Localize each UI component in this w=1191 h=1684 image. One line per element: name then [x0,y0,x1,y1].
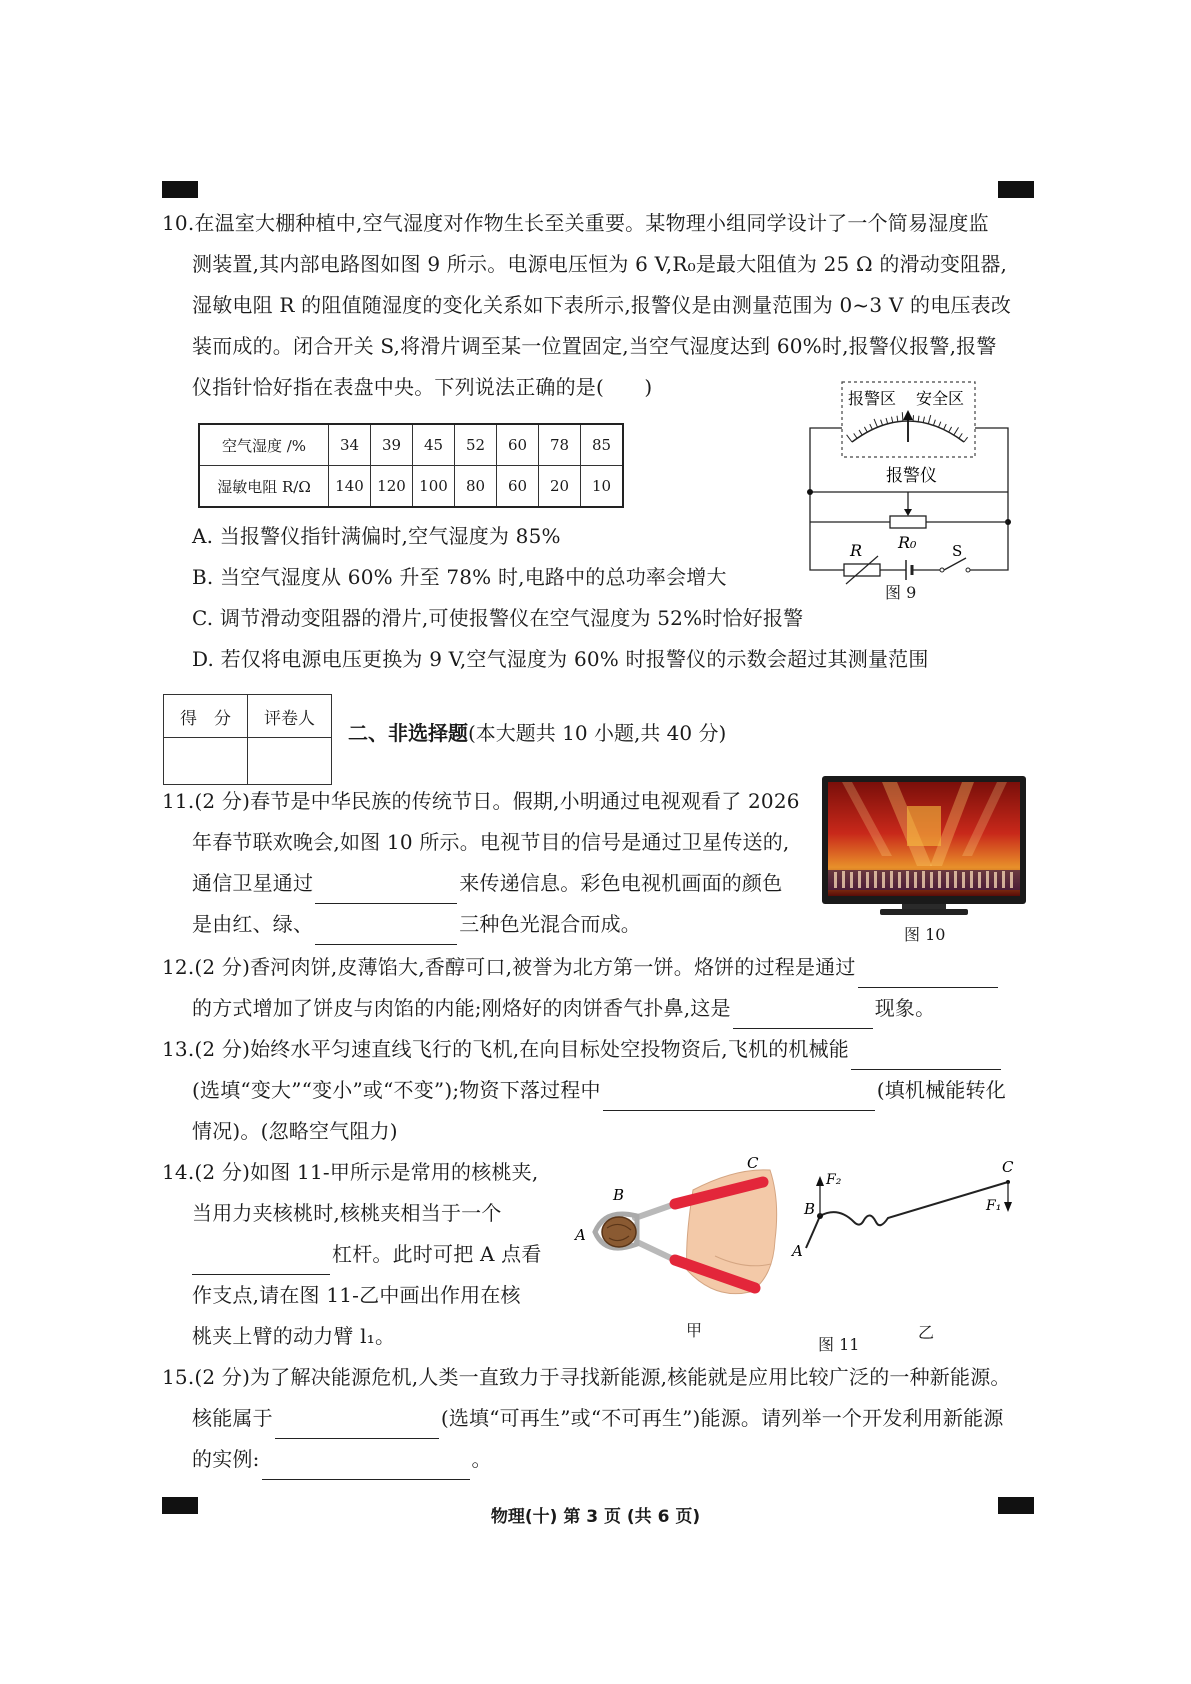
table-cell: 45 [413,424,455,466]
table-cell: 10 [581,466,624,508]
q11-line-4 [192,904,641,945]
figure-11-jia-nutcracker [575,1154,785,1310]
point-b-label-jia: B [613,1186,625,1204]
answer-blank[interactable] [858,965,998,988]
table-cell: 34 [329,424,371,466]
table-cell: 140 [329,466,371,508]
table-row [199,466,623,508]
table-header: 空气湿度 /% [199,424,329,466]
table-cell: 60 [497,466,539,508]
grader-header: 评卷人 [248,695,332,738]
figure-10-caption: 图 10 [904,925,946,944]
figure-11-yi-lever-diagram [790,1160,1020,1290]
q11-text: 来传递信息。彩色电视机画面的颜色 [459,871,783,895]
figure-10-television [822,776,1027,921]
force-f1-label: F₁ [986,1198,1002,1214]
q13-line-2 [192,1070,1006,1111]
answer-blank[interactable] [851,1047,1001,1070]
table-header: 湿敏电阻 R/Ω [199,466,329,508]
table-cell: 20 [539,466,581,508]
q14-line-4: 作支点,请在图 11-乙中画出作用在核 [192,1283,521,1307]
q10-line-4: 装而成的。闭合开关 S,将滑片调至某一位置固定,当空气湿度达到 60%时,报警仪报警,报警 [192,334,997,358]
table-cell: 39 [371,424,413,466]
meter-label: 报警仪 [886,466,937,486]
answer-blank[interactable] [192,1252,330,1275]
section-heading [348,713,726,754]
q11-line-2: 年春节联欢晚会,如图 10 所示。电视节目的信号是通过卫星传送的, [192,830,790,854]
table-cell: 60 [497,424,539,466]
figure-9-caption: 图 9 [885,583,917,602]
q12-text: 12.(2 分)香河肉饼,皮薄馅大,香醇可口,被誉为北方第一饼。烙饼的过程是通过 [162,955,856,979]
switch-label: S [952,542,963,560]
registration-mark-top-right [998,181,1034,198]
q15-text: 的实例: [192,1447,260,1471]
figure-11-jia-label: 甲 [686,1321,703,1340]
q10-option-d: D. 若仅将电源电压更换为 9 V,空气湿度为 60% 时报警仪的示数会超过其测量范围 [192,647,929,671]
q14-line-3 [192,1234,542,1275]
grader-field[interactable] [248,738,332,785]
safe-zone-label: 安全区 [916,389,965,408]
answer-blank[interactable] [603,1088,875,1111]
q10-option-b: B. 当空气湿度从 60% 升至 78% 时,电路中的总功率会增大 [192,565,727,589]
point-c-label-jia: C [747,1154,759,1172]
q15-line-2 [192,1398,1004,1439]
q11-line-1: 11.(2 分)春节是中华民族的传统节日。假期,小明通过电视观看了 2026 [162,789,800,813]
table-cell: 120 [371,466,413,508]
figure-11-caption: 图 11 [818,1335,860,1354]
q13-line-3: 情况)。(忽略空气阻力) [192,1119,398,1143]
answer-blank[interactable] [733,1006,873,1029]
q10-line-1: 10.在温室大棚种植中,空气湿度对作物生长至关重要。某物理小组同学设计了一个简易湿度监 [162,211,989,235]
q15-text: 。 [471,1447,492,1471]
r-label: R [850,541,863,560]
answer-blank[interactable] [315,922,457,945]
table-cell: 80 [455,466,497,508]
q11-text: 通信卫星通过 [192,871,314,895]
q11-text: 是由红、绿、 [192,912,314,936]
score-header: 得 分 [164,695,248,738]
q15-text: 核能属于 [192,1406,273,1430]
q13-line-1 [162,1029,1003,1070]
q14-line-2: 当用力夹核桃时,核桃夹相当于一个 [192,1201,502,1225]
q12-text: 的方式增加了饼皮与肉馅的内能;刚烙好的肉饼香气扑鼻,这是 [192,996,731,1020]
q11-text: 三种色光混合而成。 [459,912,642,936]
q13-text: 13.(2 分)始终水平匀速直线飞行的飞机,在向目标处空投物资后,飞机的机械能 [162,1037,850,1061]
registration-mark-top-left [162,181,198,198]
table-row [164,695,332,738]
answer-blank[interactable] [315,881,457,904]
q11-line-3 [192,863,782,904]
q10-line-5: 仪指针恰好指在表盘中央。下列说法正确的是( ) [192,375,653,399]
table-cell: 52 [455,424,497,466]
score-box [163,694,332,785]
table-cell: 85 [581,424,624,466]
force-f2-label: F₂ [826,1172,842,1188]
q15-text: (选填“可再生”或“不可再生”)能源。请列举一个开发利用新能源 [440,1406,1004,1430]
score-field[interactable] [164,738,248,785]
q14-line-5: 桃夹上臂的动力臂 l₁。 [192,1324,396,1348]
table-row [199,424,623,466]
table-row [164,738,332,785]
q12-line-1 [162,947,1000,988]
page-footer: 物理(十) 第 3 页 (共 6 页) [490,1507,701,1527]
answer-blank[interactable] [262,1457,470,1480]
humidity-resistance-table [198,423,624,508]
q14-text: 杠杆。此时可把 A 点看 [332,1242,542,1266]
q13-text: (填机械能转化 [876,1078,1006,1102]
q13-text: (选填“变大”“变小”或“不变”);物资下落过程中 [192,1078,601,1102]
q10-line-3: 湿敏电阻 R 的阻值随湿度的变化关系如下表所示,报警仪是由测量范围为 0~3 V 的电压表改 [192,293,1012,317]
q12-line-2 [192,988,935,1029]
point-a-label-jia: A [575,1226,586,1244]
table-cell: 100 [413,466,455,508]
q10-option-c: C. 调节滑动变阻器的滑片,可使报警仪在空气湿度为 52%时恰好报警 [192,606,804,630]
q10-option-a: A. 当报警仪指针满偏时,空气湿度为 85% [192,524,561,548]
q10-line-2: 测装置,其内部电路图如图 9 所示。电源电压恒为 6 V,R₀是最大阻值为 25 Ω 的滑动变阻器, [192,252,1008,276]
q15-line-1: 15.(2 分)为了解决能源危机,人类一直致力于寻找新能源,核能就是应用比较广泛的一种新能源。 [162,1365,1011,1389]
figure-9-circuit [800,380,1030,600]
q14-line-1: 14.(2 分)如图 11-甲所示是常用的核桃夹, [162,1160,539,1184]
point-a-label-yi: A [792,1242,803,1260]
section-note: (本大题共 10 小题,共 40 分) [468,721,727,745]
point-c-label-yi: C [1002,1158,1014,1176]
table-cell: 78 [539,424,581,466]
r0-label: R₀ [898,533,917,552]
point-b-label-yi: B [804,1200,816,1218]
q12-text: 现象。 [874,996,936,1020]
answer-blank[interactable] [275,1416,439,1439]
section-title: 二、非选择题 [348,721,468,745]
q15-line-3 [192,1439,492,1480]
alarm-zone-label: 报警区 [848,389,897,408]
figure-11-yi-label: 乙 [918,1323,935,1342]
